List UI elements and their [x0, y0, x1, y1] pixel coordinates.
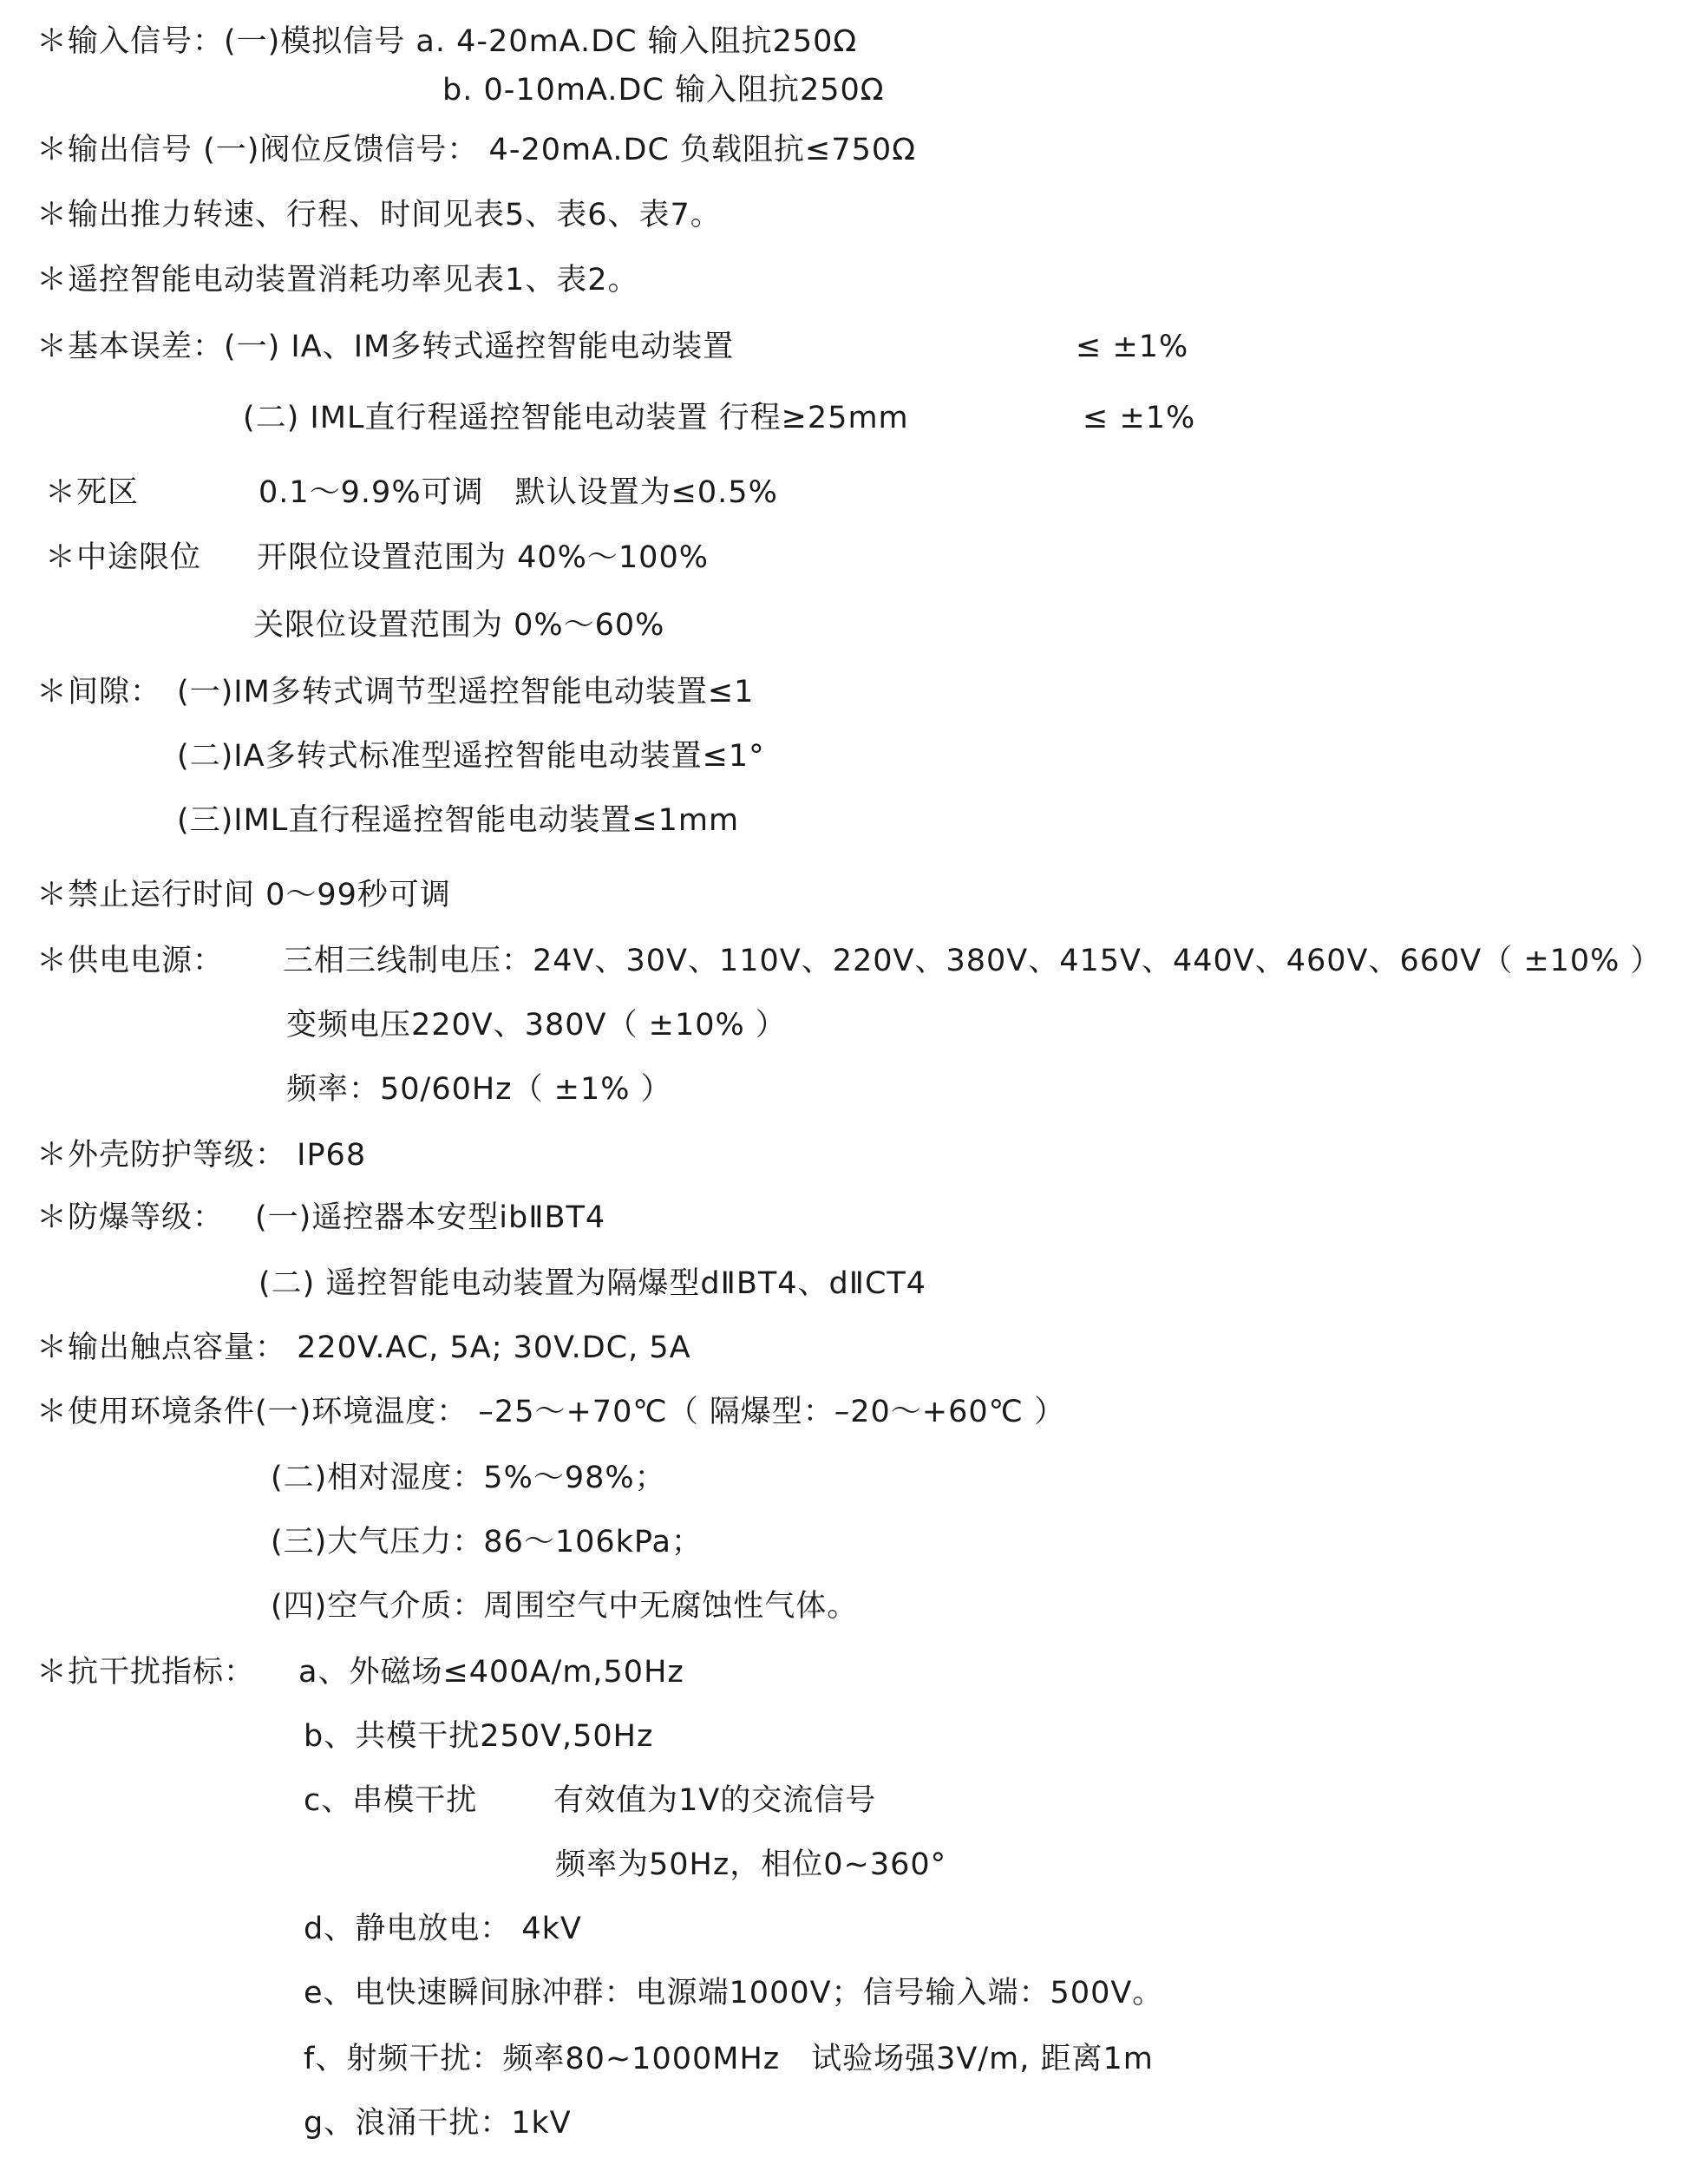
- emc-f: f、射频干扰：频率80~1000MHz 试验场强3V/m, 距离1m: [304, 2042, 1154, 2076]
- input-signal-line: ＊输入信号：(一)模拟信号 a. 4-20mA.DC 输入阻抗250Ω: [36, 24, 858, 59]
- power-supply-3phase: 三相三线制电压：24V、30V、110V、220V、380V、415V、440V、460V、660V（ ±10% ）: [283, 944, 1662, 978]
- basic-error-value-2: ≤ ±1%: [1083, 401, 1196, 435]
- basic-error-line: ＊基本误差：(一) IA、IM多转式遥控智能电动装置: [36, 330, 735, 364]
- emc-a: a、外磁场≤400A/m,50Hz: [298, 1655, 684, 1690]
- environment-medium: (四)空气介质：周围空气中无腐蚀性气体。: [271, 1589, 859, 1624]
- dead-zone-label: ＊死区: [45, 475, 140, 510]
- emc-e: e、电快速瞬间脉冲群：电源端1000V；信号输入端：500V。: [304, 1976, 1164, 2010]
- emc-d: d、静电放电： 4kV: [304, 1912, 582, 1946]
- power-supply-vfd: 变频电压220V、380V（ ±10% ）: [286, 1008, 787, 1043]
- explosion-proof-label: ＊防爆等级：: [36, 1200, 225, 1235]
- emc-c: c、串模干扰: [304, 1783, 478, 1818]
- output-signal-line: ＊输出信号 (一)阀位反馈信号： 4-20mA.DC 负载阻抗≤750Ω: [36, 133, 916, 167]
- emc-c-value-1: 有效值为1V的交流信号: [553, 1783, 877, 1818]
- clearance-1: (一)IM多转式调节型遥控智能电动装置≤1: [177, 675, 755, 709]
- clearance-2: (二)IA多转式标准型遥控智能电动装置≤1°: [177, 739, 765, 774]
- emc-b: b、共模干扰250V,50Hz: [304, 1719, 654, 1754]
- enclosure-protection-line: ＊外壳防护等级： IP68: [36, 1138, 367, 1173]
- dead-zone-value: 0.1～9.9%可调 默认设置为≤0.5%: [258, 475, 778, 510]
- emc-label: ＊抗干扰指标：: [36, 1655, 256, 1690]
- environment-pressure: (三)大气压力：86～106kPa；: [271, 1525, 703, 1559]
- emc-g: g、浪涌干扰：1kV: [304, 2106, 572, 2141]
- clearance-3: (三)IML直行程遥控智能电动装置≤1mm: [177, 803, 740, 838]
- power-consumption-line: ＊遥控智能电动装置消耗功率见表1、表2。: [36, 263, 639, 297]
- output-thrust-line: ＊输出推力转速、行程、时间见表5、表6、表7。: [36, 198, 722, 232]
- emc-c-value-2: 频率为50Hz，相位0~360°: [555, 1847, 947, 1882]
- mid-limit-close: 关限位设置范围为 0%～60%: [253, 608, 665, 643]
- stop-time-line: ＊禁止运行时间 0～99秒可调: [36, 878, 451, 912]
- mid-limit-open: 开限位设置范围为 40%～100%: [257, 540, 709, 575]
- basic-error-value-1: ≤ ±1%: [1076, 330, 1189, 364]
- environment-temperature: ＊使用环境条件(一)环境温度： –25～+70℃（ 隔爆型：–20～+60℃ ）: [36, 1395, 1066, 1429]
- clearance-label: ＊间隙：: [36, 675, 162, 709]
- power-supply-frequency: 频率：50/60Hz（ ±1% ）: [286, 1072, 672, 1107]
- environment-humidity: (二)相对湿度：5%～98%；: [271, 1461, 666, 1495]
- mid-limit-label: ＊中途限位: [45, 540, 202, 575]
- power-supply-label: ＊供电电源：: [36, 944, 225, 978]
- basic-error-line-2: (二) IML直行程遥控智能电动装置 行程≥25mm: [243, 401, 909, 435]
- input-signal-b-line: b. 0-10mA.DC 输入阻抗250Ω: [442, 73, 885, 108]
- explosion-proof-2: (二) 遥控智能电动装置为隔爆型dⅡBT4、dⅡCT4: [258, 1266, 927, 1301]
- explosion-proof-1: (一)遥控器本安型ibⅡBT4: [255, 1200, 606, 1235]
- contact-capacity-line: ＊输出触点容量： 220V.AC, 5A; 30V.DC, 5A: [36, 1330, 691, 1365]
